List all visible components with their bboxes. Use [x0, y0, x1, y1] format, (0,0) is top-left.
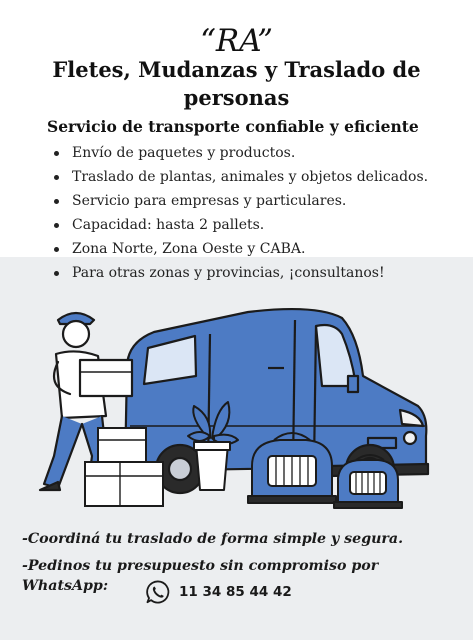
moving-illustration — [30, 306, 450, 521]
footer-line-quote: -Pedinos tu presupuesto sin compromiso por WhatsApp: — [22, 558, 379, 594]
phone-number[interactable]: 11 34 85 44 42 — [179, 584, 292, 600]
whatsapp-icon[interactable] — [145, 579, 171, 605]
flyer-title: Fletes, Mudanzas y Traslado de personas — [52, 57, 421, 110]
list-item: Envío de paquetes y productos. — [50, 142, 465, 164]
services-list — [50, 142, 465, 286]
list-item: Zona Norte, Zona Oeste y CABA. — [50, 238, 465, 260]
flyer-subtitle: Servicio de transporte confiable y eficiente — [47, 117, 419, 136]
list-item: Para otras zonas y provincias, ¡consultanos! — [50, 262, 465, 284]
footer-line-coordinate: -Coordiná tu traslado de forma simple y segura. — [22, 531, 404, 547]
brand-name: “RA” — [200, 23, 273, 59]
list-item: Traslado de plantas, animales y objetos delicados. — [50, 166, 465, 188]
list-item: Capacidad: hasta 2 pallets. — [50, 214, 465, 236]
contact-row — [145, 579, 292, 605]
list-item: Servicio para empresas y particulares. — [50, 190, 465, 212]
